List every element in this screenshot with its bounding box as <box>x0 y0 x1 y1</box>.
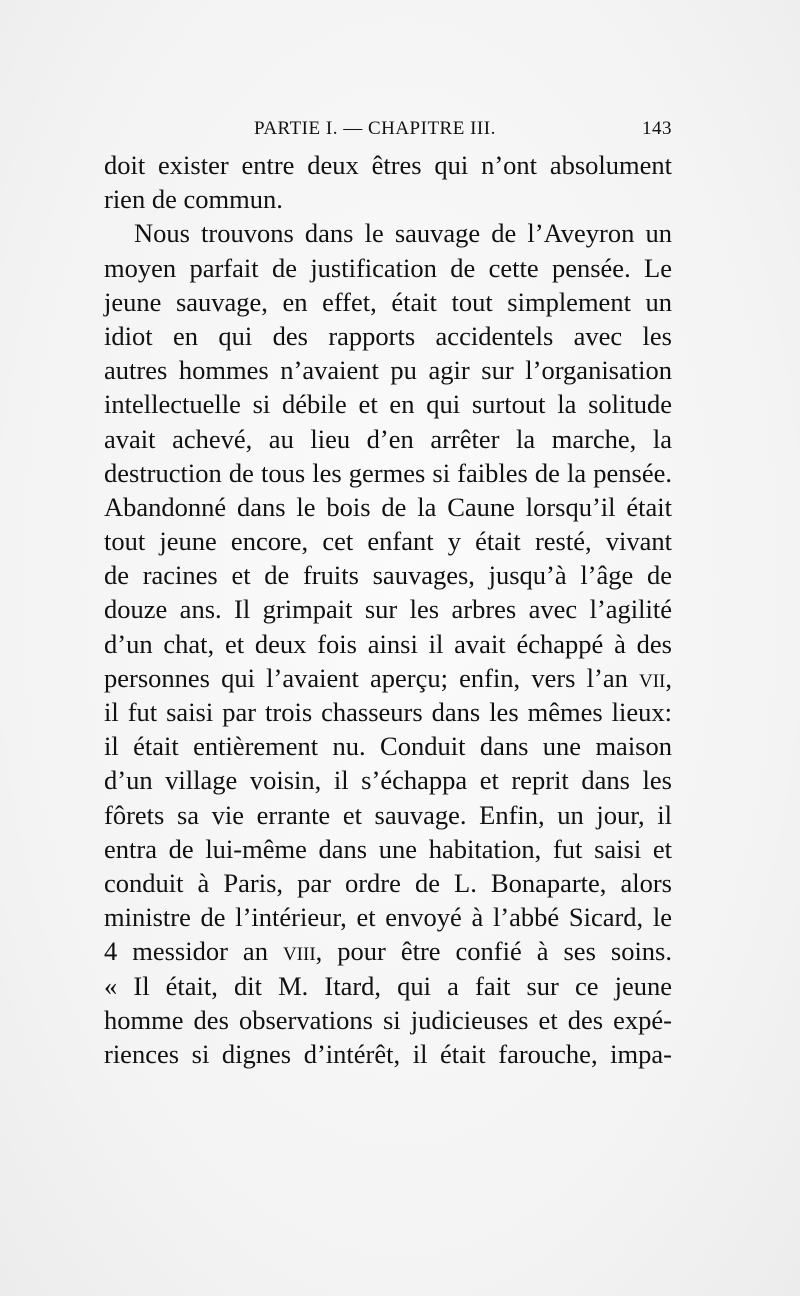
text-line: il fut saisi par trois chasseurs dans les mêmes lieux: <box>104 697 672 727</box>
text-line: homme des observations si judicieuses et des expé- <box>104 1004 672 1035</box>
text-line: idiot en qui des rapports accidentels avec les <box>104 320 672 351</box>
text-line: il était entièrement nu. Conduit dans une maison <box>104 731 672 762</box>
running-title: PARTIE I. — CHAPITRE III. <box>254 118 496 139</box>
running-head <box>104 118 672 146</box>
page-number: 143 <box>642 118 672 139</box>
roman-numeral: vii <box>638 662 666 693</box>
text-line: doit exister entre deux êtres qui n’ont absolument <box>104 150 672 180</box>
text-line: rien de commun. <box>104 184 283 215</box>
text-line: Abandonné dans le bois de la Caune lorsqu’il était <box>104 491 672 522</box>
text-line: autres hommes n’avaient pu agir sur l’organisation <box>104 355 672 386</box>
text-line: riences si dignes d’intérêt, il était farouche, impa- <box>104 1038 672 1069</box>
text-line: destruction de tous les germes si faibles de la pensée. <box>104 457 672 488</box>
text-line: de racines et de fruits sauvages, jusqu’à l’âge de <box>104 560 672 591</box>
text-line: avait achevé, au lieu d’en arrêter la marche, la <box>104 423 672 454</box>
text-line: fôrets sa vie errante et sauvage. Enfin, un jour, il <box>104 799 672 830</box>
text-line: ministre de l’intérieur, et envoyé à l’abbé Sicard, le <box>104 902 672 933</box>
text-line: 4 messidor an viii, pour être confié à ses soins. <box>104 936 672 967</box>
text-line: personnes qui l’avaient aperçu; enfin, vers l’an vii, <box>104 662 672 693</box>
text-line: d’un village voisin, il s’échappa et reprit dans les <box>104 765 672 796</box>
text-line: intellectuelle si débile et en qui surtout la solitude <box>104 389 672 420</box>
text-line: tout jeune encore, cet enfant y était resté, vivant <box>104 526 672 557</box>
text-line: Nous trouvons dans le sauvage de l’Aveyron un <box>134 218 672 249</box>
text-line: jeune sauvage, en effet, était tout simplement un <box>104 286 672 317</box>
text-line: moyen parfait de justification de cette pensée. Le <box>104 252 672 283</box>
text-line: d’un chat, et deux fois ainsi il avait échappé à des <box>104 628 672 659</box>
text-line: « Il était, dit M. Itard, qui a fait sur ce jeune <box>104 970 672 1001</box>
body-text <box>104 148 672 1071</box>
text-line: douze ans. Il grimpait sur les arbres avec l’agilité <box>104 594 672 625</box>
text-line: conduit à Paris, par ordre de L. Bonaparte, alors <box>104 867 672 898</box>
roman-numeral: viii <box>282 936 316 967</box>
text-line: entra de lui-même dans une habitation, fut saisi et <box>104 833 672 864</box>
